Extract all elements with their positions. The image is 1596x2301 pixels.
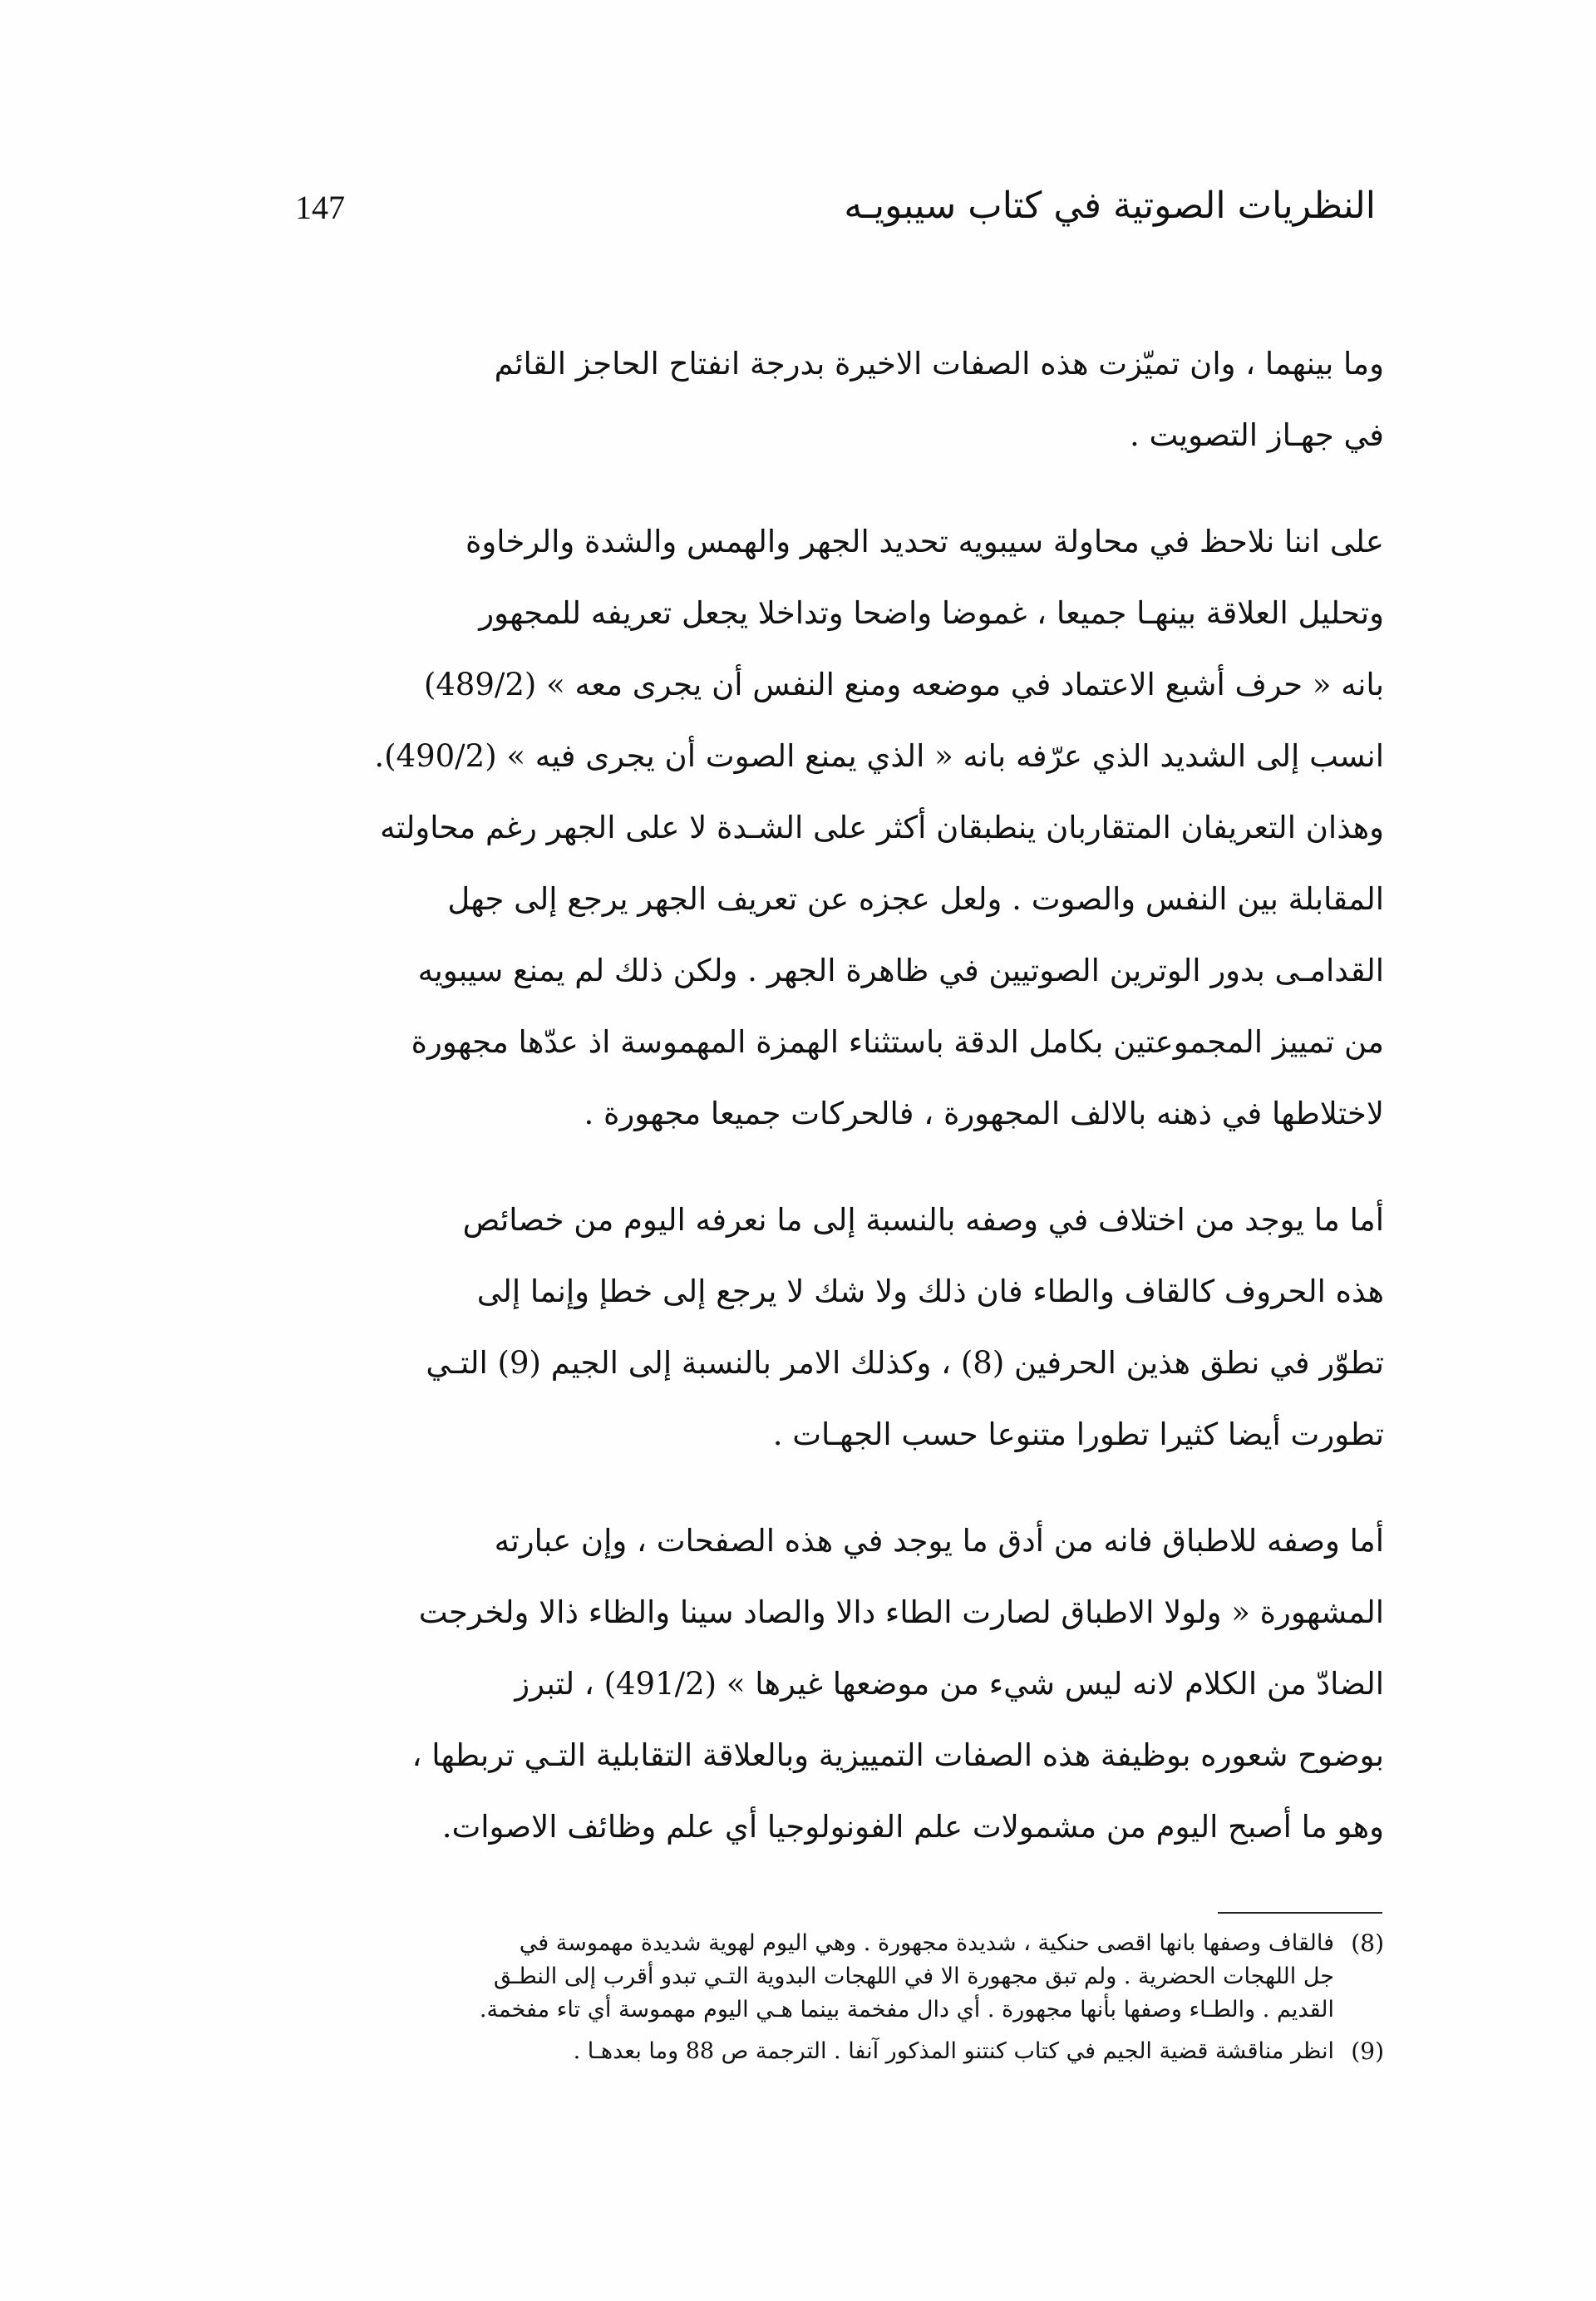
footnote-text: فالقاف وصفها بانها اقصى حنكية ، شديدة مجهورة . وهي اليوم لهوية شديدة مهموسة في جل اللهجات الحضرية . ولم تبق مجهورة الا في اللهجات البدوية التـي تبدو أقرب إلى النطـق القديم . والطـاء وصفها بأنها مجهورة . أي دال مفخمة بينما هـي اليوم مهموسة أي تاء مفخمة. xyxy=(479,1930,1334,2023)
page-number: 147 xyxy=(295,189,345,226)
footnote-8 xyxy=(287,1927,1384,2027)
paragraph-2: على اننا نلاحظ في محاولة سيبويه تحديد الجهر والهمس والشدة والرخاوة وتحليل العلاقة بينهـا جميعا ، غموضا واضحا وتداخلا يجعل تعريفه للمجهور بانه « حرف أشبع الاعتماد في موضعه ومنع النفس أن يجرى معه » (489/2) انسب إلى الشديد الذي عرّفه بانه « الذي يمنع الصوت أن يجرى فيه » (490/2). وهذان التعريفان المتقاربان ينطبقان أكثر على الشـدة لا على الجهر رغم محاولته المقابلة بين النفس والصوت . ولعل عجزه عن تعريف الجهر يرجع إلى جهل القدامـى بدور الوترين الصوتيين في ظاهرة الجهر . ولكن ذلك لم يمنع سيبويه من تمييز المجموعتين بكامل الدقة باستثناء الهمزة المهموسة اذ عدّها مجهورة لاختلاطها في ذهنه بالالف المجهورة ، فالحركات جميعا مجهورة . xyxy=(374,524,1384,1131)
running-title: النظريات الصوتية في كتاب سيبويـه xyxy=(844,185,1376,227)
footnote-number: (9) xyxy=(1351,2037,1384,2065)
footnote-text: انظر مناقشة قضية الجيم في كتاب كنتنو المذكور آنفا . الترجمة ص 88 وما بعدهـا . xyxy=(573,2038,1334,2064)
footnote-divider xyxy=(1218,1912,1382,1914)
running-head xyxy=(295,185,1376,251)
paragraph-3: أما ما يوجد من اختلاف في وصفه بالنسبة إلى ما نعرفه اليوم من خصائص هذه الحروف كالقاف والطاء فان ذلك ولا شك لا يرجع إلى خطإ وإنما إلى تطوّر في نطق هذين الحرفين (8) ، وكذلك الامر بالنسبة إلى الجيم (9) التـي تطورت أيضا كثيرا تطورا متنوعا حسب الجهـات . xyxy=(426,1202,1384,1452)
footnote-number: (8) xyxy=(1351,1929,1384,1957)
footnotes xyxy=(287,1927,1384,2077)
paragraph-1: وما بينهما ، وان تميّزت هذه الصفات الاخيرة بدرجة انفتاح الحاجز القائم في جهـاز التصويت . xyxy=(494,346,1384,453)
body-text xyxy=(287,328,1384,1898)
paragraph-4: أما وصفه للاطباق فانه من أدق ما يوجد في هذه الصفحات ، وإن عبارته المشهورة « ولولا الاطباق لصارت الطاء دالا والصاد سينا والظاء ذالا ولخرجت الضادّ من الكلام لانه ليس شيء من موضعها غيرها » (491/2) ، لتبرز بوضوح شعوره بوظيفة هذه الصفات التمييزية وبالعلاقة التقابلية التـي تربطها ، وهو ما أصبح اليوم من مشمولات علم الفونولوجيا أي علم وظائف الاصوات. xyxy=(411,1523,1384,1845)
footnote-9 xyxy=(287,2035,1384,2068)
